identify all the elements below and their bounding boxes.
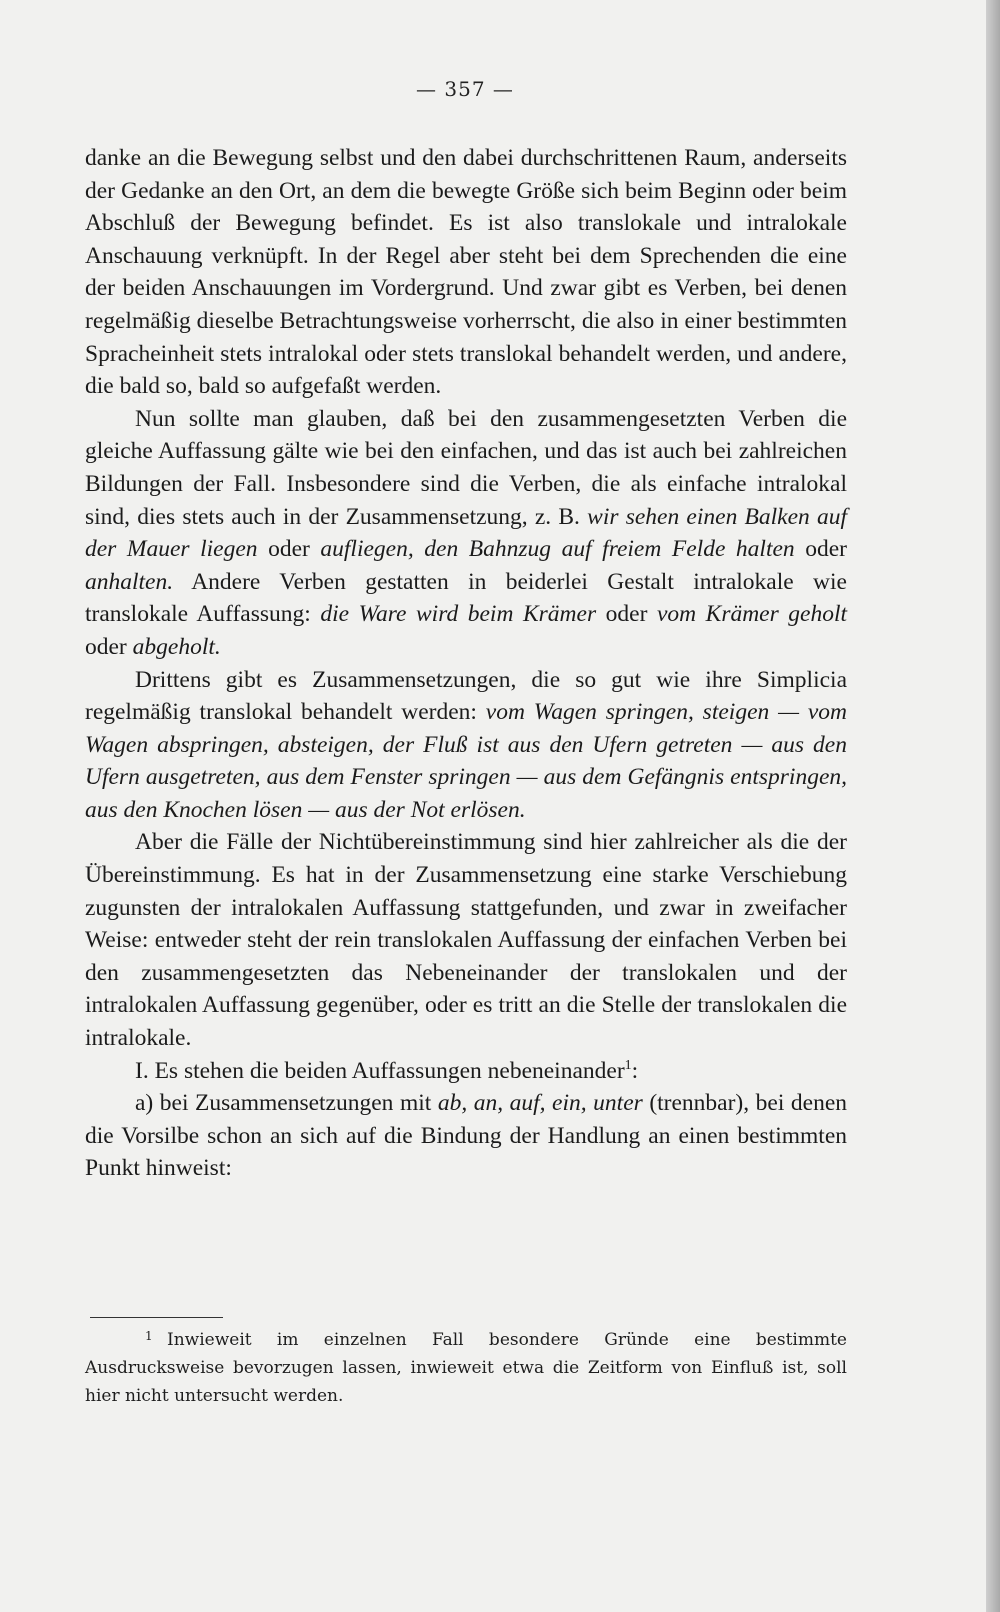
p2-example-1: wir sehen einen Balken auf der Mauer liegen <box>85 503 848 563</box>
p6-prefixes: ab, an, auf, ein, unter <box>437 1090 643 1117</box>
paragraph-2 <box>85 403 847 664</box>
p3-text-a: Drittens gibt es Zusammensetzungen, die so gut wie ihre Simplicia regelmäßig translokal behandelt werden: <box>85 666 847 726</box>
p6-text-a: a) bei Zusammensetzungen mit <box>135 1090 432 1117</box>
footnote-mark: 1 <box>145 1329 153 1343</box>
p2-example-2: aufliegen, den Bahnzug auf freiem Felde halten <box>320 536 795 563</box>
p2-or-1: oder <box>268 536 310 563</box>
p2-text-a: Nun sollte man glauben, daß bei den zusammengesetzten Verben die gleiche Auffassung gälte wie bei den einfachen, und das ist auch bei zahlreichen Bildungen der Fall. Insbesondere sind die Verben, die als einfache intralokal sind, dies stets auch in der Zusammensetzung, z. B. <box>85 405 847 530</box>
p2-or-2: oder <box>805 536 848 563</box>
page-number: — 357 — <box>416 77 514 101</box>
paragraph-3 <box>85 664 847 827</box>
body-text <box>85 142 847 1185</box>
paragraph-5 <box>85 1055 847 1088</box>
page-edge <box>986 0 1000 1612</box>
paragraph-1: danke an die Bewegung selbst und den dabei durchschrittenen Raum, anderseits der Gedanke an den Ort, an dem die bewegte Größe sich beim Beginn oder beim Abschluß der Bewegung befindet. Es ist also translokale und intralokale Anschauung verknüpft. In der Regel aber steht bei dem Sprechenden die eine der beiden Anschauungen im Vordergrund. Und zwar gibt es Verben, bei denen regelmäßig dieselbe Betrachtungsweise vorherrscht, die also in einer bestimmten Spracheinheit stets intralokal oder stets translokal behandelt werden, und andere, die bald so, bald so aufgefaßt werden. <box>85 145 847 400</box>
p5-text-b: : <box>631 1057 639 1084</box>
paragraph-6 <box>85 1087 847 1185</box>
p6-text-b: (trennbar), bei denen die Vorsilbe schon an sich auf die Bindung der Handlung an einen bestimmten Punkt hinweist: <box>85 1090 848 1182</box>
p2-or-3: oder <box>605 601 648 628</box>
p2-example-6: abgeholt. <box>132 633 221 660</box>
paragraph-4: Aber die Fälle der Nichtübereinstimmung sind hier zahlreicher als die der Übereinstimmung. Es hat in der Zusammensetzung eine starke Verschiebung zugunsten der intralokalen Auffassung stattgefunden, und zwar in zweifacher Weise: entweder steht der rein translokalen Auffassung der einfachen Verben bei den zusammengesetzten das Nebeneinander der translokalen und der intralokalen Auffassung gegenüber, oder es tritt an die Stelle der translokalen die intralokale. <box>85 829 847 1052</box>
footnote-reference: 1 <box>624 1057 632 1073</box>
p2-or-4: oder <box>85 633 127 660</box>
p2-example-3: anhalten. <box>85 568 174 595</box>
footnote-divider <box>90 1317 223 1318</box>
p2-example-5: vom Krämer geholt <box>656 601 848 628</box>
footnote <box>85 1322 847 1410</box>
p5-text-a: I. Es stehen die beiden Auffassungen nebeneinander <box>135 1057 625 1084</box>
p2-example-4: die Ware wird beim Krämer <box>320 601 597 628</box>
footnote-text: Inwieweit im einzelnen Fall besondere Gründe eine bestimmte Ausdrucksweise bevorzugen lassen, inwieweit etwa die Zeitform von Einfluß ist, soll hier nicht untersucht werden. <box>85 1330 847 1406</box>
p3-examples: vom Wagen springen, steigen — vom Wagen abspringen, absteigen, der Fluß ist aus den Ufern getreten — aus den Ufern ausgetreten, aus dem Fenster springen — aus dem Gefängnis entspringen, aus den Knochen lösen — aus der Not erlösen. <box>85 699 847 823</box>
p2-text-b: Andere Verben gestatten in beiderlei Gestalt intralokale wie translokale Auffassung: <box>85 568 847 628</box>
